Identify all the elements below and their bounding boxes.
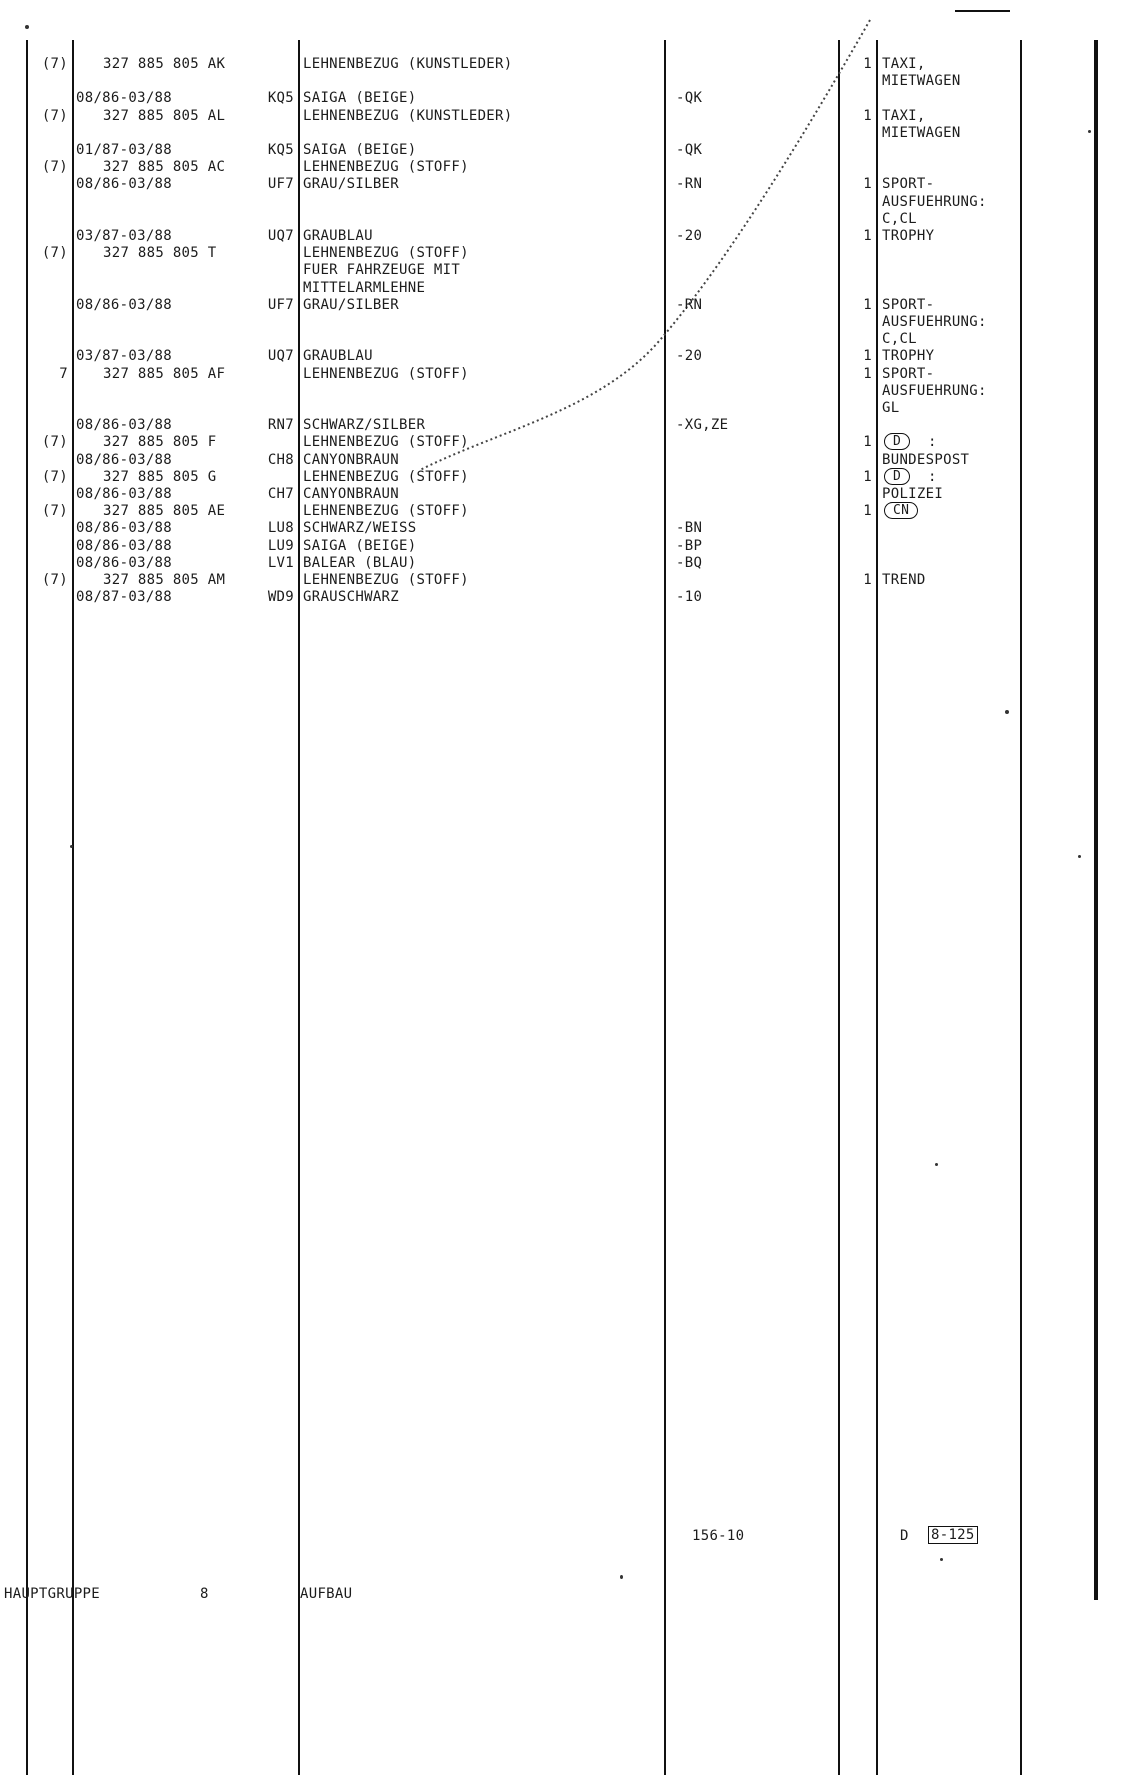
cell-remark: SPORT- bbox=[882, 365, 935, 382]
cell-color-code: UF7 bbox=[267, 296, 294, 313]
cell-description: LEHNENBEZUG (STOFF) bbox=[303, 159, 469, 176]
footer-country: D bbox=[900, 1528, 909, 1544]
cell-quantity: 1 bbox=[863, 468, 872, 485]
cell-description: LEHNENBEZUG (STOFF) bbox=[303, 365, 469, 382]
cell-date-range: 08/86-03/88 bbox=[76, 296, 173, 313]
cell-date-range: 08/86-03/88 bbox=[76, 451, 173, 468]
cell-model-code: -XG,ZE bbox=[676, 417, 729, 434]
cell-description: LEHNENBEZUG (STOFF) bbox=[303, 245, 469, 262]
cell-date-range: 08/86-03/88 bbox=[76, 176, 173, 193]
cell-part-number: 327 885 805 AL bbox=[103, 107, 226, 124]
cell-remark: POLIZEI bbox=[882, 486, 944, 502]
cell-date-range: 08/86-03/88 bbox=[76, 537, 173, 554]
country-stamp bbox=[884, 433, 910, 450]
cell-part-number: 327 885 805 AC bbox=[103, 159, 226, 176]
cell-remark: SPORT- bbox=[882, 176, 935, 193]
cell-description: FUER FAHRZEUGE MIT bbox=[303, 262, 461, 279]
cell-ref: (7) bbox=[41, 56, 68, 72]
cell-model-code: -QK bbox=[676, 90, 703, 107]
cell-remark: TROPHY bbox=[882, 228, 935, 244]
cell-description: LEHNENBEZUG (KUNSTLEDER) bbox=[303, 56, 513, 72]
cell-description: MITTELARMLEHNE bbox=[303, 279, 426, 296]
cell-remark: GL bbox=[882, 400, 900, 416]
cell-description: LEHNENBEZUG (STOFF) bbox=[303, 503, 469, 520]
cell-quantity: 1 bbox=[863, 503, 872, 520]
cell-color-code: RN7 bbox=[267, 417, 294, 434]
cell-remark: TROPHY bbox=[882, 348, 935, 365]
cell-remark: : bbox=[928, 468, 937, 485]
footer-group-number: 8 bbox=[200, 1586, 209, 1602]
cell-quantity: 1 bbox=[863, 56, 872, 72]
cell-ref: (7) bbox=[41, 245, 68, 262]
cell-color-code: WD9 bbox=[267, 589, 294, 606]
country-stamp bbox=[884, 502, 918, 519]
cell-description: LEHNENBEZUG (STOFF) bbox=[303, 434, 469, 451]
country-stamp-label: D bbox=[884, 433, 910, 450]
cell-remark: AUSFUEHRUNG: bbox=[882, 314, 987, 330]
cell-remark: AUSFUEHRUNG: bbox=[882, 193, 987, 210]
cell-color-code: CH7 bbox=[267, 486, 294, 502]
cell-remark: TREND bbox=[882, 572, 926, 588]
cell-remark: BUNDESPOST bbox=[882, 451, 970, 468]
cell-quantity: 1 bbox=[863, 228, 872, 244]
cell-remark: C,CL bbox=[882, 210, 917, 227]
cell-description: GRAU/SILBER bbox=[303, 296, 400, 313]
cell-remark: MIETWAGEN bbox=[882, 73, 961, 90]
cell-description: SAIGA (BEIGE) bbox=[303, 142, 417, 158]
cell-date-range: 03/87-03/88 bbox=[76, 228, 173, 244]
cell-quantity: 1 bbox=[863, 572, 872, 588]
cell-model-code: -BP bbox=[676, 537, 703, 554]
cell-description: GRAUBLAU bbox=[303, 228, 373, 244]
cell-description: SAIGA (BEIGE) bbox=[303, 537, 417, 554]
cell-description: CANYONBRAUN bbox=[303, 451, 400, 468]
cell-color-code: UQ7 bbox=[267, 228, 294, 244]
cell-remark: C,CL bbox=[882, 331, 917, 348]
cell-color-code: LV1 bbox=[267, 554, 294, 571]
cell-part-number: 327 885 805 G bbox=[103, 468, 217, 485]
cell-model-code: -QK bbox=[676, 142, 703, 158]
footer-group-name: AUFBAU bbox=[300, 1586, 353, 1602]
cell-quantity: 1 bbox=[863, 107, 872, 124]
country-stamp bbox=[884, 468, 910, 485]
cell-ref: (7) bbox=[41, 434, 68, 451]
cell-model-code: -BQ bbox=[676, 554, 703, 571]
cell-description: LEHNENBEZUG (STOFF) bbox=[303, 572, 469, 588]
cell-date-range: 08/86-03/88 bbox=[76, 90, 173, 107]
cell-part-number: 327 885 805 AM bbox=[103, 572, 226, 588]
cell-description: SCHWARZ/SILBER bbox=[303, 417, 426, 434]
cell-model-code: -20 bbox=[676, 348, 703, 365]
cell-part-number: 327 885 805 AK bbox=[103, 56, 226, 72]
cell-part-number: 327 885 805 T bbox=[103, 245, 217, 262]
cell-ref: (7) bbox=[41, 572, 68, 588]
cell-model-code: -RN bbox=[676, 296, 703, 313]
cell-quantity: 1 bbox=[863, 296, 872, 313]
cell-description: GRAU/SILBER bbox=[303, 176, 400, 193]
cell-remark: : bbox=[928, 434, 937, 451]
cell-quantity: 1 bbox=[863, 348, 872, 365]
cell-ref: (7) bbox=[41, 503, 68, 520]
footer-page-code: 8-125 bbox=[928, 1526, 978, 1544]
cell-color-code: KQ5 bbox=[267, 90, 294, 107]
cell-description: GRAUSCHWARZ bbox=[303, 589, 400, 606]
cell-description: LEHNENBEZUG (KUNSTLEDER) bbox=[303, 107, 513, 124]
cell-quantity: 1 bbox=[863, 434, 872, 451]
cell-remark: SPORT- bbox=[882, 296, 935, 313]
cell-color-code: UQ7 bbox=[267, 348, 294, 365]
cell-date-range: 08/86-03/88 bbox=[76, 554, 173, 571]
cell-remark: AUSFUEHRUNG: bbox=[882, 382, 987, 399]
cell-quantity: 1 bbox=[863, 176, 872, 193]
cell-ref: (7) bbox=[41, 107, 68, 124]
cell-part-number: 327 885 805 F bbox=[103, 434, 217, 451]
cell-model-code: -RN bbox=[676, 176, 703, 193]
cell-description: BALEAR (BLAU) bbox=[303, 554, 417, 571]
cell-description: CANYONBRAUN bbox=[303, 486, 400, 502]
cell-remark: TAXI, bbox=[882, 56, 926, 72]
cell-color-code: LU9 bbox=[267, 537, 294, 554]
cell-date-range: 03/87-03/88 bbox=[76, 348, 173, 365]
cell-date-range: 08/87-03/88 bbox=[76, 589, 173, 606]
cell-color-code: CH8 bbox=[267, 451, 294, 468]
footer-group-label: HAUPTGRUPPE bbox=[4, 1586, 101, 1602]
cell-date-range: 01/87-03/88 bbox=[76, 142, 173, 158]
cell-model-code: -10 bbox=[676, 589, 703, 606]
cell-date-range: 08/86-03/88 bbox=[76, 486, 173, 502]
country-stamp-label: CN bbox=[884, 502, 918, 519]
cell-color-code: KQ5 bbox=[267, 142, 294, 158]
country-stamp-label: D bbox=[884, 468, 910, 485]
cell-color-code: LU8 bbox=[267, 520, 294, 537]
cell-ref: 7 bbox=[59, 365, 68, 382]
cell-description: SAIGA (BEIGE) bbox=[303, 90, 417, 107]
cell-quantity: 1 bbox=[863, 365, 872, 382]
cell-description: SCHWARZ/WEISS bbox=[303, 520, 417, 537]
cell-part-number: 327 885 805 AF bbox=[103, 365, 226, 382]
cell-model-code: -20 bbox=[676, 228, 703, 244]
cell-remark: MIETWAGEN bbox=[882, 124, 961, 141]
cell-color-code: UF7 bbox=[267, 176, 294, 193]
cell-part-number: 327 885 805 AE bbox=[103, 503, 226, 520]
cell-remark: TAXI, bbox=[882, 107, 926, 124]
cell-date-range: 08/86-03/88 bbox=[76, 520, 173, 537]
footer-page-ref: 156-10 bbox=[692, 1528, 745, 1544]
cell-date-range: 08/86-03/88 bbox=[76, 417, 173, 434]
cell-ref: (7) bbox=[41, 159, 68, 176]
cell-ref: (7) bbox=[41, 468, 68, 485]
cell-description: LEHNENBEZUG (STOFF) bbox=[303, 468, 469, 485]
cell-model-code: -BN bbox=[676, 520, 703, 537]
cell-description: GRAUBLAU bbox=[303, 348, 373, 365]
